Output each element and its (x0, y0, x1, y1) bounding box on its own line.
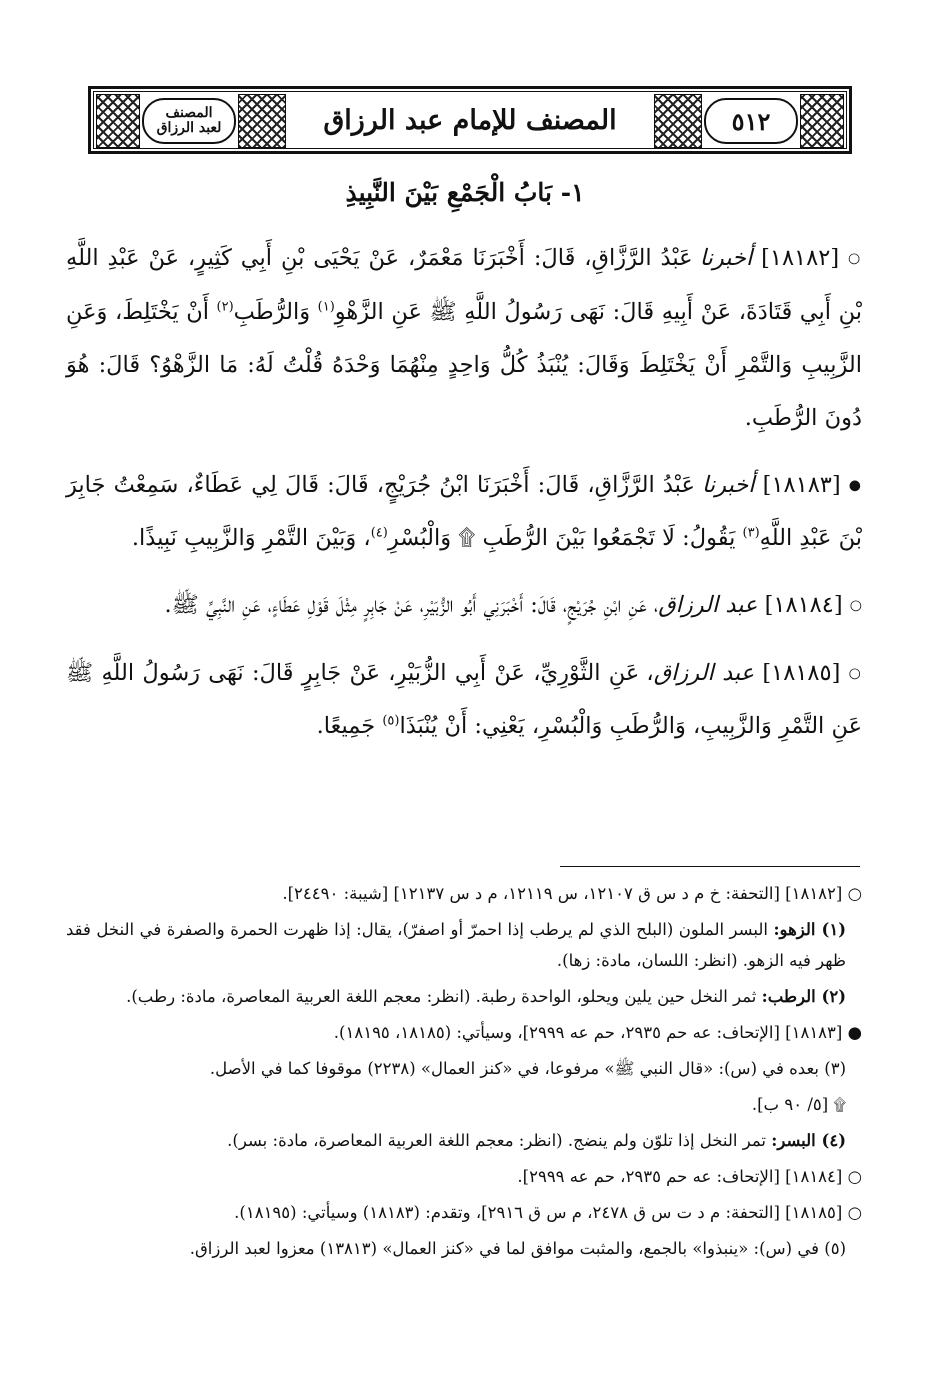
chapter-title: ١- بَابُ الْجَمْعِ بَيْنَ النَّبِيذِ (345, 178, 585, 207)
hadith-number: [١٨١٨٢] (761, 245, 840, 271)
hadith-number: [١٨١٨٤] (764, 592, 843, 618)
header-ornament-icon (654, 94, 702, 148)
footnote-separator (560, 866, 860, 867)
logo-line-2: لعبد الرزاق (156, 120, 222, 136)
hadith-list (66, 232, 862, 767)
footnote (66, 878, 862, 909)
book-logo (142, 98, 236, 144)
hadith-entry (66, 232, 862, 445)
footnote (66, 1233, 862, 1264)
hadith-text: أَنْ يَخْتَلِطَ، وَعَنِ الزَّبِيبِ وَالتَّمْرِ أَنْ يَخْتَلِطَ وَقَالَ: يُنْبَذُ كُلُّ وَاحِدٍ مِنْهُمَا وَحْدَهُ قُلْتُ لَهُ: مَا الزَّهْوُ؟ قَالَ: هُوَ دُونَ الرُّطَبِ. (66, 298, 862, 431)
footnote (66, 1125, 862, 1156)
footnote-label: (٢) الرطب: (761, 987, 846, 1006)
hadith-text: يَقُولُ: لَا تَجْمَعُوا بَيْنَ الرُّطَبِ ۩ وَالْبُسْرِ (387, 525, 743, 551)
footnote-marker: ● (847, 1023, 862, 1042)
chain-start: أخبرنا (699, 245, 753, 271)
footnote-label: (١) الزهو: (773, 920, 846, 939)
footnote-ref: (٤) (370, 525, 388, 541)
hadith-text: وَالرُّطَبِ (233, 298, 318, 325)
hadith-text: جَمِيعًا. (316, 713, 383, 739)
footnote-text: [١٨١٨٥] [التحفة: م د ت س ق ٢٤٧٨، م س ق ٢٩١٦]، وتقدم: (١٨١٨٣) وسيأتي: (١٨١٩٥). (234, 1203, 843, 1222)
book-title: المصنف للإمام عبد الرزاق (323, 104, 617, 136)
hadith-marker: ○ (848, 665, 863, 681)
footnote (66, 1161, 862, 1192)
footnote-marker: ○ (847, 884, 862, 903)
footnote (66, 1089, 862, 1120)
footnote-text: البسر الملون (البلح الذي لم يرطب إذا احمرّ أو اصفرّ)، يقال: إذا ظهرت الحمرة والصفرة في النخل فقد ظهر فيه الزهو. (انظر: اللسان، مادة: زها). (66, 920, 846, 970)
footnote-ref: (٣) (742, 525, 760, 541)
hadith-marker: ● (848, 477, 862, 493)
footnote (66, 914, 862, 976)
footnote-marker: ○ (847, 1203, 862, 1222)
footnote-ref: (٢) (216, 299, 234, 314)
footnote (66, 1017, 862, 1048)
chain-start: عبد الرزاق (653, 659, 755, 686)
chain-start: عبد الرزاق (658, 592, 758, 618)
footnote-label: (٤) البسر: (771, 1131, 846, 1150)
hadith-text: ، عَنِ ابْنِ جُرَيْجٍ، قَالَ: أَخْبَرَنِي أَبُو الزُّبَيْرِ، عَنْ جَابِرٍ مِثْلَ قَوْلِ عَطَاءٍ، عَنِ النَّبِيِّ ﷺ. (164, 592, 659, 618)
footnote-ref: (١) (317, 299, 335, 314)
footnote-text: ۩ [٥/ ٩٠ ب]. (751, 1095, 846, 1114)
hadith-entry (66, 459, 862, 566)
footnote-text: [١٨١٨٣] [الإتحاف: عه حم ٢٩٣٥، حم عه ٢٩٩٩]، وسيأتي: (١٨١٨٥، ١٨١٩٥). (333, 1023, 843, 1042)
hadith-marker: ○ (849, 597, 862, 614)
hadith-text: ، وَبَيْنَ التَّمْرِ وَالزَّبِيبِ نَبِيذًا. (131, 525, 371, 551)
footnote (66, 1053, 862, 1084)
footnote-text: [١٨١٨٤] [الإتحاف: عه حم ٢٩٣٥، حم عه ٢٩٩٩]. (517, 1167, 843, 1186)
hadith-number: [١٨١٨٣] (762, 471, 841, 498)
footnote-text: (٥) في (س): «ينبذوا» بالجمع، والمثبت موافق لما في «كنز العمال» (١٣٨١٣) معزوا لعبد الرزاق. (189, 1239, 846, 1258)
hadith-marker: ○ (848, 250, 862, 267)
hadith-text: عَبْدُ الرَّزَّاقِ، قَالَ: أَخْبَرَنَا مَعْمَرٌ، عَنْ يَحْيَى بْنِ أَبِي كَثِيرٍ، عَنْ عَبْدِ اللَّهِ بْنِ أَبِي قَتَادَةَ، عَنْ أَبِيهِ قَالَ: نَهَى رَسُولُ اللَّهِ ﷺ عَنِ الزَّهْوِ (66, 245, 862, 325)
footnote-text: (٣) بعده في (س): «قال النبي ﷺ» مرفوعا، في «كنز العمال» (٢٢٣٨) موقوفا كما في الأصل. (209, 1059, 846, 1078)
logo-line-1: المصنف (165, 105, 213, 121)
footnote (66, 1197, 862, 1228)
hadith-text: ، عَنِ الثَّوْرِيِّ، عَنْ أَبِي الزُّبَيْرِ، عَنْ جَابِرٍ قَالَ: نَهَى رَسُولُ اللَّهِ ﷺ عَنِ التَّمْرِ وَالزَّبِيبِ، وَالرُّطَبِ وَالْبُسْرِ، يَعْنِي: أَنْ يُنْبَذَا (66, 659, 862, 739)
footnotes (66, 878, 862, 1269)
hadith-number: [١٨١٨٥] (762, 659, 841, 686)
header-ornament-icon (238, 94, 286, 148)
footnote-text: [١٨١٨٢] [التحفة: خ م د س ق ١٢١٠٧، س ١٢١١٩، م د س ١٢١٣٧] [شيبة: ٢٤٤٩٠]. (282, 884, 843, 903)
chain-start: أخبرنا (702, 471, 755, 498)
hadith-entry (66, 579, 862, 633)
footnote-text: ثمر النخل حين يلين ويحلو، الواحدة رطبة. (انظر: معجم اللغة العربية المعاصرة، مادة: رطب). (126, 987, 762, 1006)
page-header (88, 86, 852, 154)
header-ornament-icon (800, 94, 844, 148)
page-number: ٥١٢ (704, 98, 798, 144)
footnote (66, 981, 862, 1012)
hadith-entry (66, 647, 862, 754)
footnote-text: تمر النخل إذا تلوّن ولم ينضج. (انظر: معجم اللغة العربية المعاصرة، مادة: بسر). (227, 1131, 772, 1150)
footnote-ref: (٥) (382, 713, 400, 729)
hadith-text: عَبْدُ الرَّزَّاقِ، قَالَ: أَخْبَرَنَا ابْنُ جُرَيْجٍ، قَالَ: قَالَ لِي عَطَاءٌ، سَمِعْتُ جَابِرَ بْنَ عَبْدِ اللَّهِ (66, 471, 862, 551)
header-ornament-icon (96, 94, 140, 148)
footnote-marker: ○ (847, 1167, 862, 1186)
